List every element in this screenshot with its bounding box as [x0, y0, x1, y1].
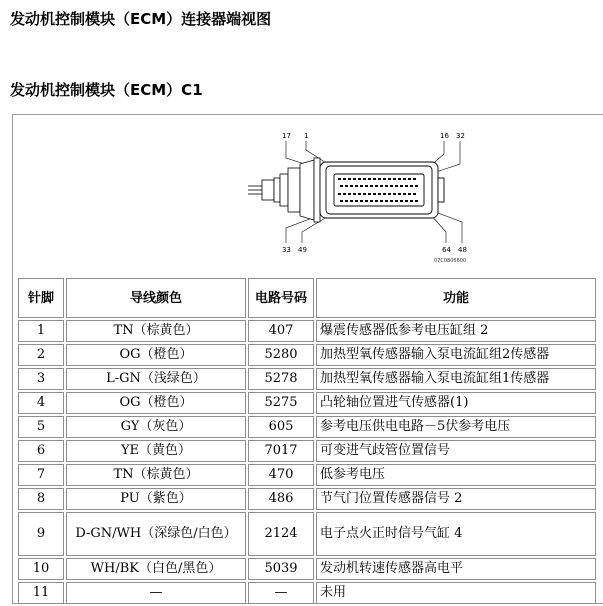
connector-end-view-diagram — [244, 128, 484, 268]
pin-function: 参考电压供电电路－5伏参考电压 — [316, 416, 596, 438]
pin-number: 11 — [18, 582, 64, 604]
pin-number: 6 — [18, 440, 64, 462]
table-row — [18, 558, 596, 580]
wire-color: OG（橙色） — [66, 392, 246, 414]
wire-color: D-GN/WH（深绿色/白色） — [66, 512, 246, 556]
pin-function: 节气门位置传感器信号 2 — [316, 488, 596, 510]
circuit-number: 605 — [248, 416, 314, 438]
wire-color: OG（橙色） — [66, 344, 246, 366]
wire-color: PU（紫色） — [66, 488, 246, 510]
pin-number: 1 — [18, 320, 64, 342]
header-function: 功能 — [316, 278, 596, 318]
table-row — [18, 344, 596, 366]
pin-function: 未用 — [316, 582, 596, 604]
pin-label-48: 48 — [458, 246, 467, 254]
pin-function: 可变进气歧管位置信号 — [316, 440, 596, 462]
circuit-number: 2124 — [248, 512, 314, 556]
pin-label-33: 33 — [282, 246, 291, 254]
table-row — [18, 392, 596, 414]
pin-function: 爆震传感器低参考电压缸组 2 — [316, 320, 596, 342]
pin-label-64: 64 — [442, 246, 451, 254]
table-row — [18, 368, 596, 390]
pin-label-32: 32 — [456, 132, 465, 140]
pin-function: 电子点火正时信号气缸 4 — [316, 512, 596, 556]
circuit-number: 7017 — [248, 440, 314, 462]
pin-function: 加热型氧传感器输入泵电流缸组2传感器 — [316, 344, 596, 366]
pin-number: 2 — [18, 344, 64, 366]
circuit-number: 5278 — [248, 368, 314, 390]
pin-number: 3 — [18, 368, 64, 390]
table-row — [18, 320, 596, 342]
page-title: 发动机控制模块（ECM）连接器端视图 — [10, 10, 272, 28]
circuit-number: 470 — [248, 464, 314, 486]
pin-function: 凸轮轴位置进气传感器(1) — [316, 392, 596, 414]
pin-number: 7 — [18, 464, 64, 486]
pin-function: 发动机转速传感器高电平 — [316, 558, 596, 580]
figure-code: 07C0806600 — [434, 258, 467, 264]
wire-color: YE（黄色） — [66, 440, 246, 462]
pin-number: 9 — [18, 512, 64, 556]
pin-label-16: 16 — [440, 132, 449, 140]
connector-subtitle: 发动机控制模块（ECM）C1 — [10, 81, 203, 99]
wire-color: L-GN（浅绿色） — [66, 368, 246, 390]
table-row — [18, 440, 596, 462]
pin-function: 低参考电压 — [316, 464, 596, 486]
wire-color: TN（棕黄色） — [66, 464, 246, 486]
pin-label-49: 49 — [298, 246, 307, 254]
table-row — [18, 416, 596, 438]
wire-color: TN（棕黄色） — [66, 320, 246, 342]
circuit-number: 5275 — [248, 392, 314, 414]
pin-number: 5 — [18, 416, 64, 438]
header-pin: 针脚 — [18, 278, 64, 318]
table-row — [18, 582, 596, 604]
pin-number: 8 — [18, 488, 64, 510]
pin-number: 4 — [18, 392, 64, 414]
pin-table — [16, 276, 598, 606]
table-row — [18, 464, 596, 486]
pin-label-17: 17 — [282, 132, 291, 140]
circuit-number: 5039 — [248, 558, 314, 580]
table-header-row — [18, 278, 596, 318]
wire-color: GY（灰色） — [66, 416, 246, 438]
pin-number: 10 — [18, 558, 64, 580]
wire-color: — — [66, 582, 246, 604]
wire-color: WH/BK（白色/黑色） — [66, 558, 246, 580]
table-row — [18, 488, 596, 510]
circuit-number: — — [248, 582, 314, 604]
circuit-number: 407 — [248, 320, 314, 342]
table-row — [18, 512, 596, 556]
pin-function: 加热型氧传感器输入泵电流缸组1传感器 — [316, 368, 596, 390]
circuit-number: 5280 — [248, 344, 314, 366]
header-circuit: 电路号码 — [248, 278, 314, 318]
header-wire-color: 导线颜色 — [66, 278, 246, 318]
circuit-number: 486 — [248, 488, 314, 510]
pin-label-1: 1 — [304, 132, 309, 140]
